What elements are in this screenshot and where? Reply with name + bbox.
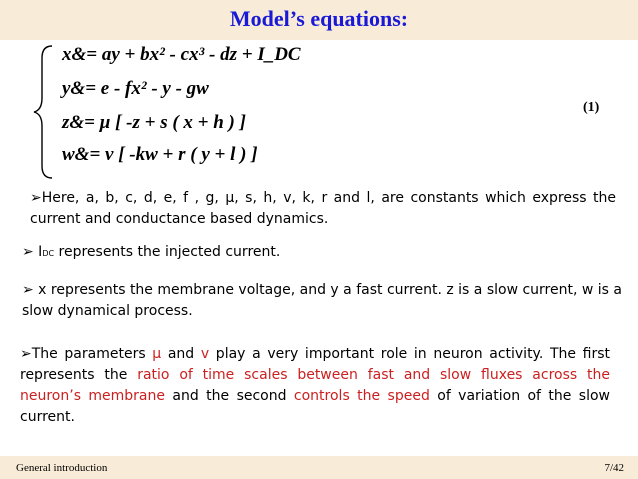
bullet-params-highlight-speed: controls the speed — [293, 388, 430, 404]
equation-w — [62, 144, 258, 166]
equation-x-text: x&= ay + bx² - cx³ - dz + I_DC — [62, 44, 301, 65]
bullet-idc-prefix: ➢ I — [22, 244, 43, 260]
bullet-idc-subscript: DC — [42, 249, 55, 258]
bullet-variables: ➢ x represents the membrane voltage, and y a fast current. z is a slow current, w is a slow dynamical process. — [22, 282, 622, 319]
slide-title: Model’s equations: — [229, 6, 409, 31]
bullet-params-text-4: and the second — [165, 388, 294, 404]
equation-z — [62, 112, 246, 134]
bullet-params-mu: μ — [152, 346, 162, 362]
bullet-parameters — [20, 344, 610, 428]
bullet-constants: ➢Here, a, b, c, d, e, f , g, μ, s, h, v, k, r and l, are constants which express the current and conductance based dynamics. — [30, 190, 616, 227]
bullet-params-highlight-ratio: ratio of time scales between fast and slow fluxes across the neuron’s membrane — [20, 367, 610, 404]
equation-x — [62, 44, 301, 66]
bullet-idc-rest: represents the injected current. — [54, 244, 281, 260]
bullet-injected-current — [22, 242, 622, 264]
equation-number: (1) — [583, 100, 600, 115]
equation-y-text: y&= e - fx² - y - gw — [62, 78, 209, 99]
page-number: 7/42 — [604, 462, 624, 474]
bullet-params-text-2: and — [161, 346, 201, 362]
bullet-params-v: v — [200, 346, 210, 362]
bullet-params-text-5: of variation of the slow current. — [20, 388, 610, 425]
equation-w-text: w&= v [ -kw + r ( y + l ) ] — [62, 144, 258, 165]
footer-section-label: General introduction — [16, 462, 108, 474]
bullet-params-text-3: play a very important role in neuron activity. The first represents the — [20, 346, 610, 383]
left-brace-icon — [30, 42, 64, 182]
equation-y — [62, 78, 209, 100]
equation-z-text: z&= μ [ -z + s ( x + h ) ] — [62, 112, 246, 133]
bullet-params-text-1: ➢The parameters — [20, 346, 153, 362]
